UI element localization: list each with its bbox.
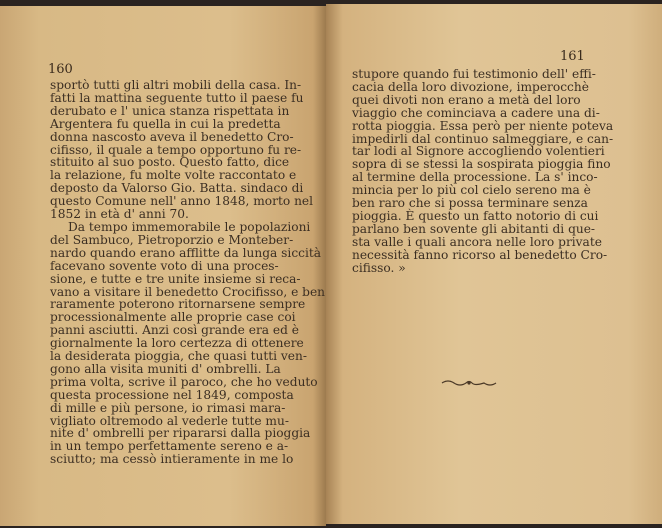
text-line: nite d' ombrelli per ripararsi dalla pioggia <box>50 426 311 441</box>
text-line: deposto da Valorso Gio. Batta. sindaco di <box>50 181 304 196</box>
text-line: vigliato oltremodo al vederle tutte mu- <box>50 413 289 428</box>
text-line: sopra di se stessi la sospirata pioggia fino <box>352 157 611 172</box>
text-line: vano a visitare il benedetto Crocifisso, e ben <box>50 284 326 299</box>
text-line: nardo quando erano afflitte da lunga siccità <box>50 245 322 260</box>
text-line: necessità fanno ricorso al benedetto Cro- <box>352 247 608 262</box>
right-page-text <box>352 67 614 275</box>
ornament-divider-icon <box>440 378 498 388</box>
text-line: prima volta, scrive il paroco, che ho veduto <box>50 374 318 389</box>
left-page-text <box>50 78 326 467</box>
text-line: gono alla visita muniti d' ombrelli. La <box>50 361 281 376</box>
text-line: mincia per lo più col cielo sereno ma è <box>352 183 591 198</box>
text-line: viaggio che cominciava a cadere una di- <box>352 105 600 120</box>
left-page <box>0 6 326 526</box>
text-line: giornalmente la loro certezza di ottenere <box>50 336 304 351</box>
page-number: 160 <box>48 62 73 77</box>
text-line: in un tempo perfettamente sereno e a- <box>50 439 289 454</box>
text-line: rotta pioggia. Essa però per niente poteva <box>352 118 614 133</box>
text-line: 1852 in età d' anni 70. <box>50 207 189 222</box>
text-line: Argentera fu quella in cui la predetta <box>50 116 281 131</box>
text-line: pioggia. È questo un fatto notorio di cui <box>352 208 599 223</box>
text-line: la desiderata pioggia, che quasi tutti ven- <box>50 349 307 364</box>
text-line: del Sambuco, Pietroporzio e Monteber- <box>50 232 294 247</box>
text-line: parlano ben sovente gli abitanti di que- <box>352 221 596 236</box>
text-line: derubato e l' unica stanza rispettata in <box>50 103 290 118</box>
text-line: sportò tutti gli altri mobili della casa. In- <box>50 78 302 92</box>
text-line: cacia della loro divozione, imperocchè <box>352 79 589 94</box>
text-line: di mille e più persone, io rimasi mara- <box>50 400 286 415</box>
text-line: questo Comune nell' anno 1848, morto nel <box>50 194 314 209</box>
text-line: Da tempo immemorabile le popolazioni <box>68 219 311 234</box>
text-line: raramente poterono ritornarsene sempre <box>50 297 306 312</box>
text-line: fatti la mattina seguente tutto il paese fu <box>50 90 304 105</box>
right-page <box>326 4 662 524</box>
page-number: 161 <box>560 49 585 64</box>
text-line: ben raro che si possa terminare senza <box>352 196 588 211</box>
text-line: processionalmente alle proprie case coi <box>50 310 296 325</box>
text-line: stituito al suo posto. Questo fatto, dice <box>50 155 290 170</box>
text-line: questa processione nel 1849, composta <box>50 387 294 402</box>
text-line: cifisso, il quale a tempo opportuno fu re- <box>50 142 302 157</box>
text-line: sione, e tutte e tre unite insieme si reca- <box>50 271 301 286</box>
text-line: tar lodi al Signore accogliendo volentieri <box>352 144 605 159</box>
text-line: al termine della processione. La s' inco- <box>352 170 598 185</box>
text-line: panni asciutti. Anzi così grande era ed è <box>50 323 300 338</box>
text-line: donna nascosto aveva il benedetto Cro- <box>50 129 294 144</box>
text-line: facevano sovente voto di una proces- <box>50 258 279 273</box>
text-line: sciutto; ma cessò intieramente in me lo <box>50 452 294 467</box>
text-line: impedirli dal continuo salmeggiare, e can- <box>352 131 614 146</box>
text-line: stupore quando fui testimonio dell' effi- <box>352 67 596 81</box>
text-line: la relazione, fu molte volte raccontato e <box>50 168 297 183</box>
text-line: sta valle i quali ancora nelle loro private <box>352 234 602 249</box>
text-line: cifisso. » <box>352 260 406 275</box>
text-line: quei divoti non erano a metà del loro <box>352 92 581 107</box>
